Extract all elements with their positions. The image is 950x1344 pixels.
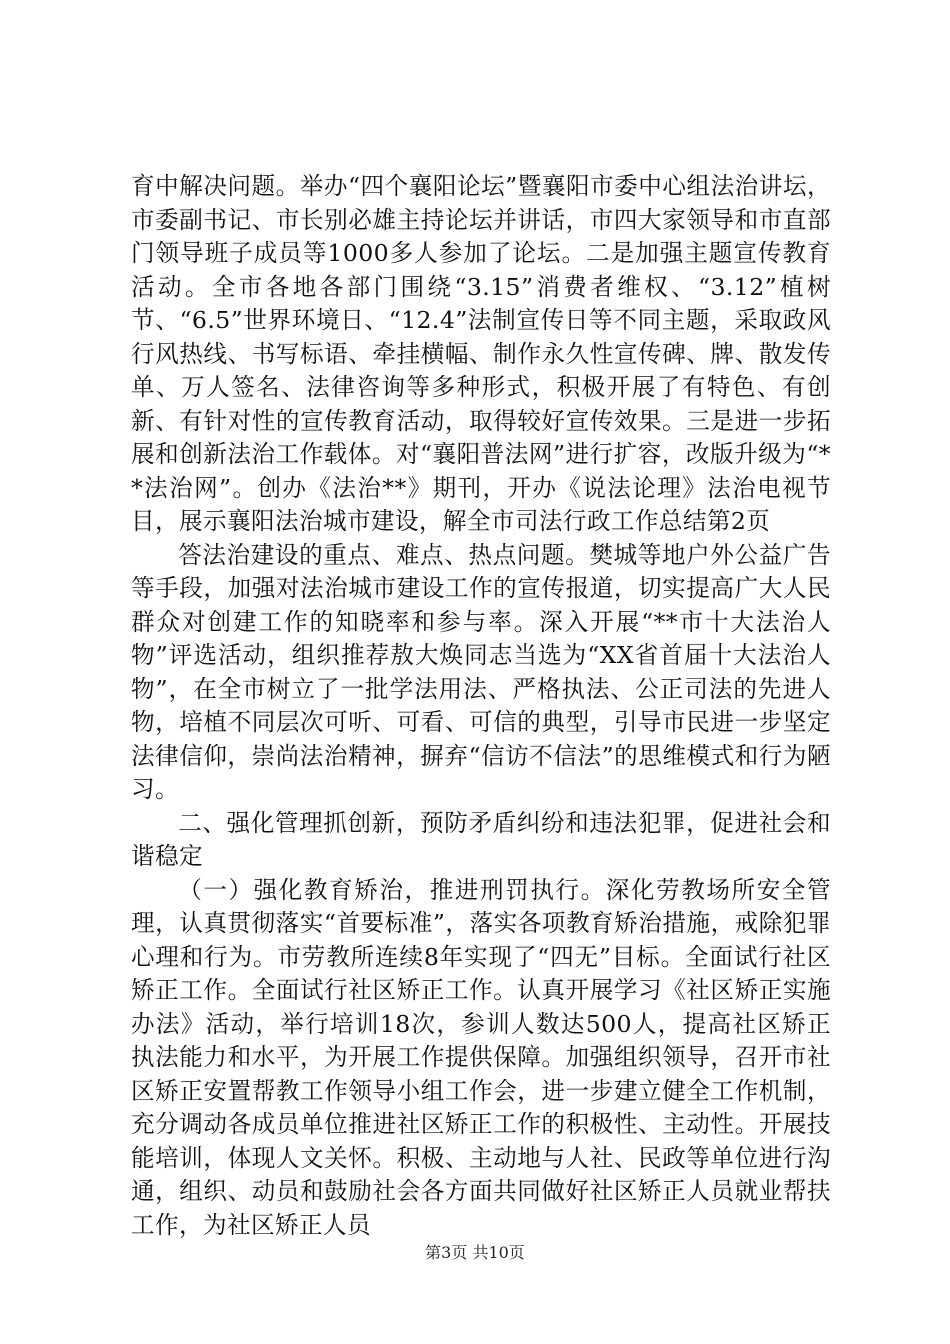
section-heading-2: 二、强化管理抓创新，预防矛盾纠纷和违法犯罪，促进社会和谐稳定: [131, 808, 831, 870]
paragraph-continued: 育中解决问题。举办“四个襄阳论坛”暨襄阳市委中心组法治讲坛，市委副书记、市长别必雄主持论坛并讲话，市四大家领导和市直部门领导班子成员等1000多人参加了论坛。二是加强主题宣传教育活动。全市各地各部门围绕“3.15”消费者维权、“3.12”植树节、“6.5”世界环境日、“12.4”法制宣传日等不同主题，采取政风行风热线、书写标语、牵挂横幅、制作永久性宣传碑、牌、散发传单、万人签名、法律咨询等多种形式，积极开展了有特色、有创新、有针对性的宣传教育活动，取得较好宣传效果。三是进一步拓展和创新法治工作载体。对“襄阳普法网”进行扩容，改版升级为“**法治网”。创办《法治**》期刊，开办《说法论理》法治电视节目，展示襄阳法治城市建设，解全市司法行政工作总结第2页: [131, 172, 831, 535]
paragraph-correction: （一）强化教育矫治，推进刑罚执行。深化劳教场所安全管理，认真贯彻落实“首要标准”，落实各项教育矫治措施，戒除犯罪心理和行为。市劳教所连续8年实现了“四无”目标。全面试行社区矫正工作。全面试行社区矫正工作。认真开展学习《社区矫正实施办法》活动，举行培训18次，参训人数达500人，提高社区矫正执法能力和水平，为开展工作提供保障。加强组织领导，召开市社区矫正安置帮教工作领导小组工作会，进一步建立健全工作机制，充分调动各成员单位推进社区矫正工作的积极性、主动性。开展技能培训，体现人文关怀。积极、主动地与人社、民政等单位进行沟通，组织、动员和鼓励社会各方面共同做好社区矫正人员就业帮扶工作，为社区矫正人员: [131, 875, 831, 1239]
page-footer: 第3页 共10页: [425, 1243, 525, 1262]
paragraph-publicity: 答法治建设的重点、难点、热点问题。樊城等地户外公益广告等手段，加强对法治城市建设工作的宣传报道，切实提高广大人民群众对创建工作的知晓率和参与率。深入开展“**市十大法治人物”评选活动，组织推荐敖大焕同志当选为“XX省首届十大法治人物”，在全市树立了一批学法用法、严格执法、公正司法的先进人物，培植不同层次可听、可看、可信的典型，引导市民进一步坚定法律信仰，崇尚法治精神，摒弃“信访不信法”的思维模式和行为陋习。: [131, 540, 831, 803]
document-body: [131, 170, 831, 1242]
